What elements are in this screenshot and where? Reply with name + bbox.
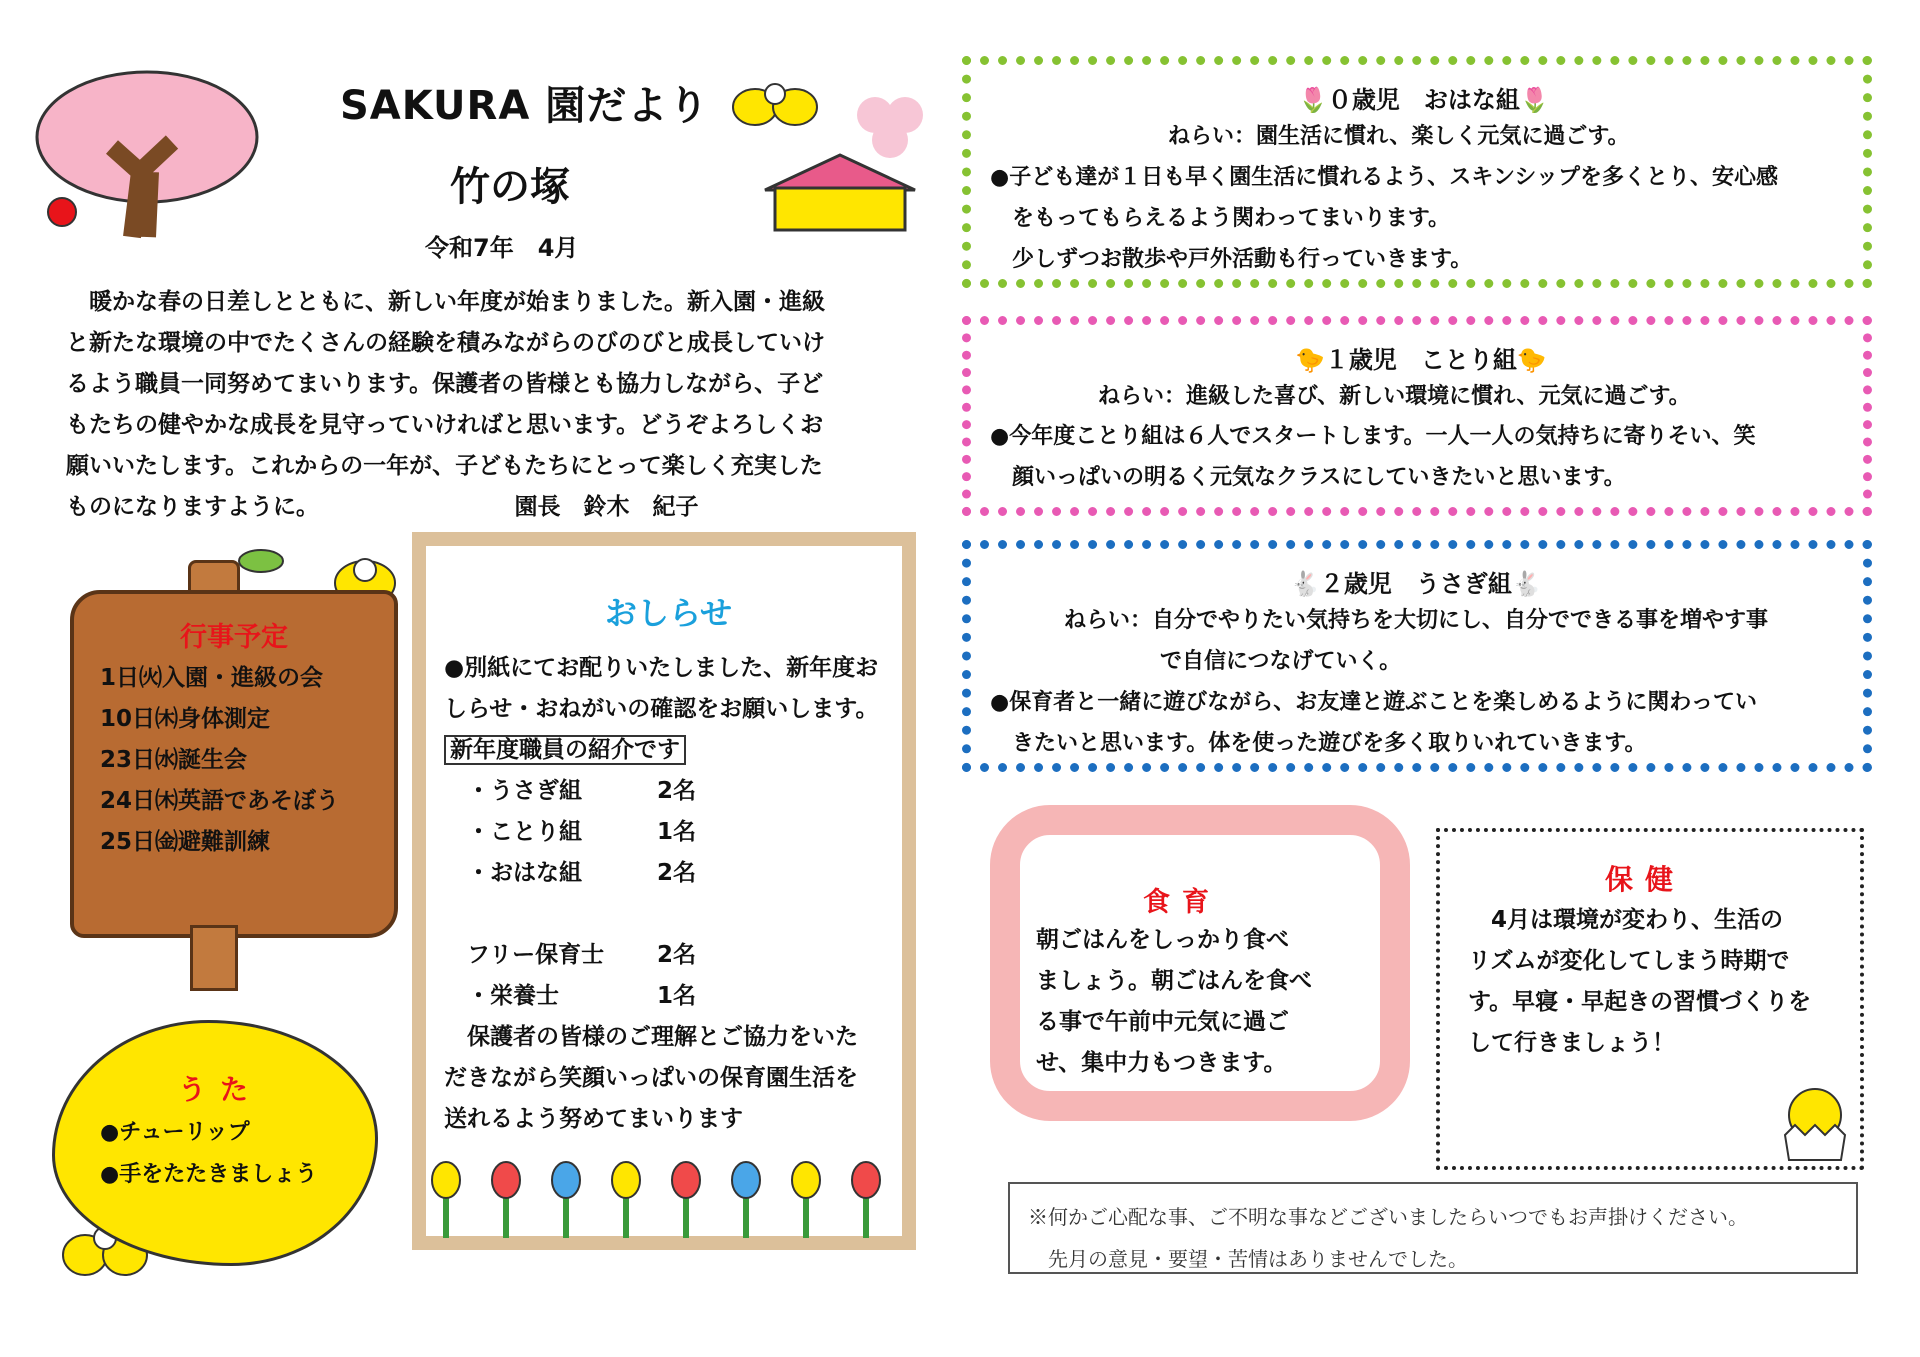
footer-note (1028, 1196, 1748, 1280)
class-aim-usagi: ねらい：自分でやりたい気持ちを大切にし、自分でできる事を増やす事 (1064, 608, 1769, 633)
staff-class: ・おはな組 (467, 860, 582, 886)
class-body-kotori: ●今年度ことり組は６人でスタートします。一人一人の気持ちに寄りそい、笑 (990, 424, 1756, 449)
health-line: 4月は環境が変わり、生活の (1468, 907, 1784, 933)
notice-closing: 送れるよう努めてまいります (444, 1106, 743, 1132)
class-title-usagi: 🐇２歳児 うさぎ組🐇 (1290, 570, 1542, 598)
intro-message (66, 282, 916, 528)
staff-row (444, 771, 878, 812)
food-line: 朝ごはんをしっかり食べ (1036, 927, 1289, 953)
intro-line: もたちの健やかな成長を見守っていければと思います。どうぞよろしくお (66, 412, 824, 438)
staff-row (444, 976, 878, 1017)
schedule-list (100, 658, 339, 863)
health-line: して行きましょう！ (1468, 1030, 1675, 1056)
newsletter-subtitle: 竹の塚 (450, 164, 570, 210)
class-body-usagi: きたいと思います。体を使った遊びを多く取りいれていきます。 (990, 731, 1647, 756)
staff-class: ・ことり組 (467, 819, 582, 845)
schedule-item: 25日㈮避難訓練 (100, 829, 271, 855)
notice-closing: 保護者の皆様のご理解とご協力をいた (444, 1024, 858, 1050)
song-item: ●チューリップ (100, 1120, 250, 1145)
class-title-kotori: 🐤１歳児 ことり組🐤 (1295, 346, 1547, 374)
intro-line: 暖かな春の日差しとともに、新しい年度が始まりました。新入園・進級 (66, 289, 825, 315)
notice-closing: だきながら笑顔いっぱいの保育園生活を (444, 1065, 858, 1091)
schedule-item: 10日㈭身体測定 (100, 706, 271, 732)
class-body-ohana: 少しずつお散歩や戸外活動も行っていきます。 (990, 247, 1473, 272)
food-line: ましょう。朝ごはんを食べ (1036, 968, 1312, 994)
tulips-illustration (426, 1150, 902, 1238)
cherry-tree-illustration (22, 62, 282, 242)
staff-header: 新年度職員の紹介です (444, 735, 686, 765)
staff-class: ・うさぎ組 (467, 778, 582, 804)
intro-line: 願いいたします。これからの一年が、子どもたちにとって楽しく充実した (66, 453, 823, 479)
class-aim-ohana: ねらい：園生活に慣れ、楽しく元気に過ごす。 (1168, 124, 1630, 149)
schedule-item: 1日㈫入園・進級の会 (100, 665, 324, 691)
footer-line: 先月の意見・要望・苦情はありませんでした。 (1028, 1247, 1468, 1271)
health-body (1468, 900, 1811, 1064)
issue-date: 令和7年 4月 (425, 234, 579, 262)
leaf-icon (236, 546, 286, 576)
staff-count: 2名 (657, 778, 697, 804)
class-aim-kotori: ねらい：進級した喜び、新しい環境に慣れ、元気に過ごす。 (1098, 384, 1691, 409)
class-body-kotori: 顔いっぱいの明るく元気なクラスにしていきたいと思います。 (990, 465, 1626, 490)
schedule-item: 24日㈭英語であそぼう (100, 788, 340, 814)
food-body (1036, 920, 1312, 1084)
schedule-item: 23日㈬誕生会 (100, 747, 248, 773)
notice-line: ●別紙にてお配りいたしました、新年度お (444, 655, 879, 681)
intro-line: と新たな環境の中でたくさんの経験を積みながらのびのびと成長していけ (66, 330, 825, 356)
notice-line: しらせ・おねがいの確認をお願いします。 (444, 696, 879, 722)
song-list (100, 1112, 317, 1196)
health-line: す。早寝・早起きの習慣づくりを (1468, 989, 1812, 1015)
class-title-ohana: 🌷０歳児 おはな組🌷 (1298, 86, 1550, 114)
newsletter-title: SAKURA 園だより (340, 83, 710, 129)
song-item: ●手をたたきましょう (100, 1162, 318, 1187)
signpost-bottom (190, 925, 238, 991)
staff-count: 2名 (657, 860, 697, 886)
staff-row (444, 812, 878, 853)
food-line: る事で午前中元気に過ご (1036, 1009, 1289, 1035)
staff-count: 1名 (657, 983, 697, 1009)
house-illustration (755, 150, 925, 235)
class-body-ohana: ●子ども達が１日も早く園生活に慣れるよう、スキンシップを多くとり、安心感 (990, 165, 1778, 190)
food-line: せ、集中力もつきます。 (1036, 1050, 1287, 1076)
notice-body (444, 648, 878, 1140)
staff-role: ・栄養士 (467, 983, 559, 1009)
footer-line: ※何かご心配な事、ご不明な事などございましたらいつでもお声掛けください。 (1028, 1205, 1748, 1229)
butterfly-illustration (730, 72, 820, 142)
schedule-title: 行事予定 (180, 622, 288, 653)
staff-role: フリー保育士 (467, 942, 605, 968)
song-title: うた (178, 1073, 263, 1106)
class-body-usagi: ●保育者と一緒に遊びながら、お友達と遊ぶことを楽しめるように関わってい (990, 690, 1757, 715)
intro-line: ものになりますように。 園長 鈴木 紀子 (66, 494, 699, 520)
staff-row (444, 935, 878, 976)
intro-line: るよう職員一同努めてまいります。保護者の皆様とも協力しながら、子ど (66, 371, 824, 397)
staff-row (444, 853, 878, 894)
food-title: 食育 (1143, 887, 1221, 918)
health-line: リズムが変化してしまう時期で (1468, 948, 1790, 974)
class-aim-usagi: で自信につなげていく。 (1160, 649, 1402, 674)
class-body-ohana: をもってもらえるよう関わってまいります。 (990, 206, 1451, 231)
health-title: 保健 (1605, 863, 1686, 896)
staff-count: 2名 (657, 942, 697, 968)
staff-count: 1名 (657, 819, 697, 845)
notice-title: おしらせ (605, 594, 733, 632)
